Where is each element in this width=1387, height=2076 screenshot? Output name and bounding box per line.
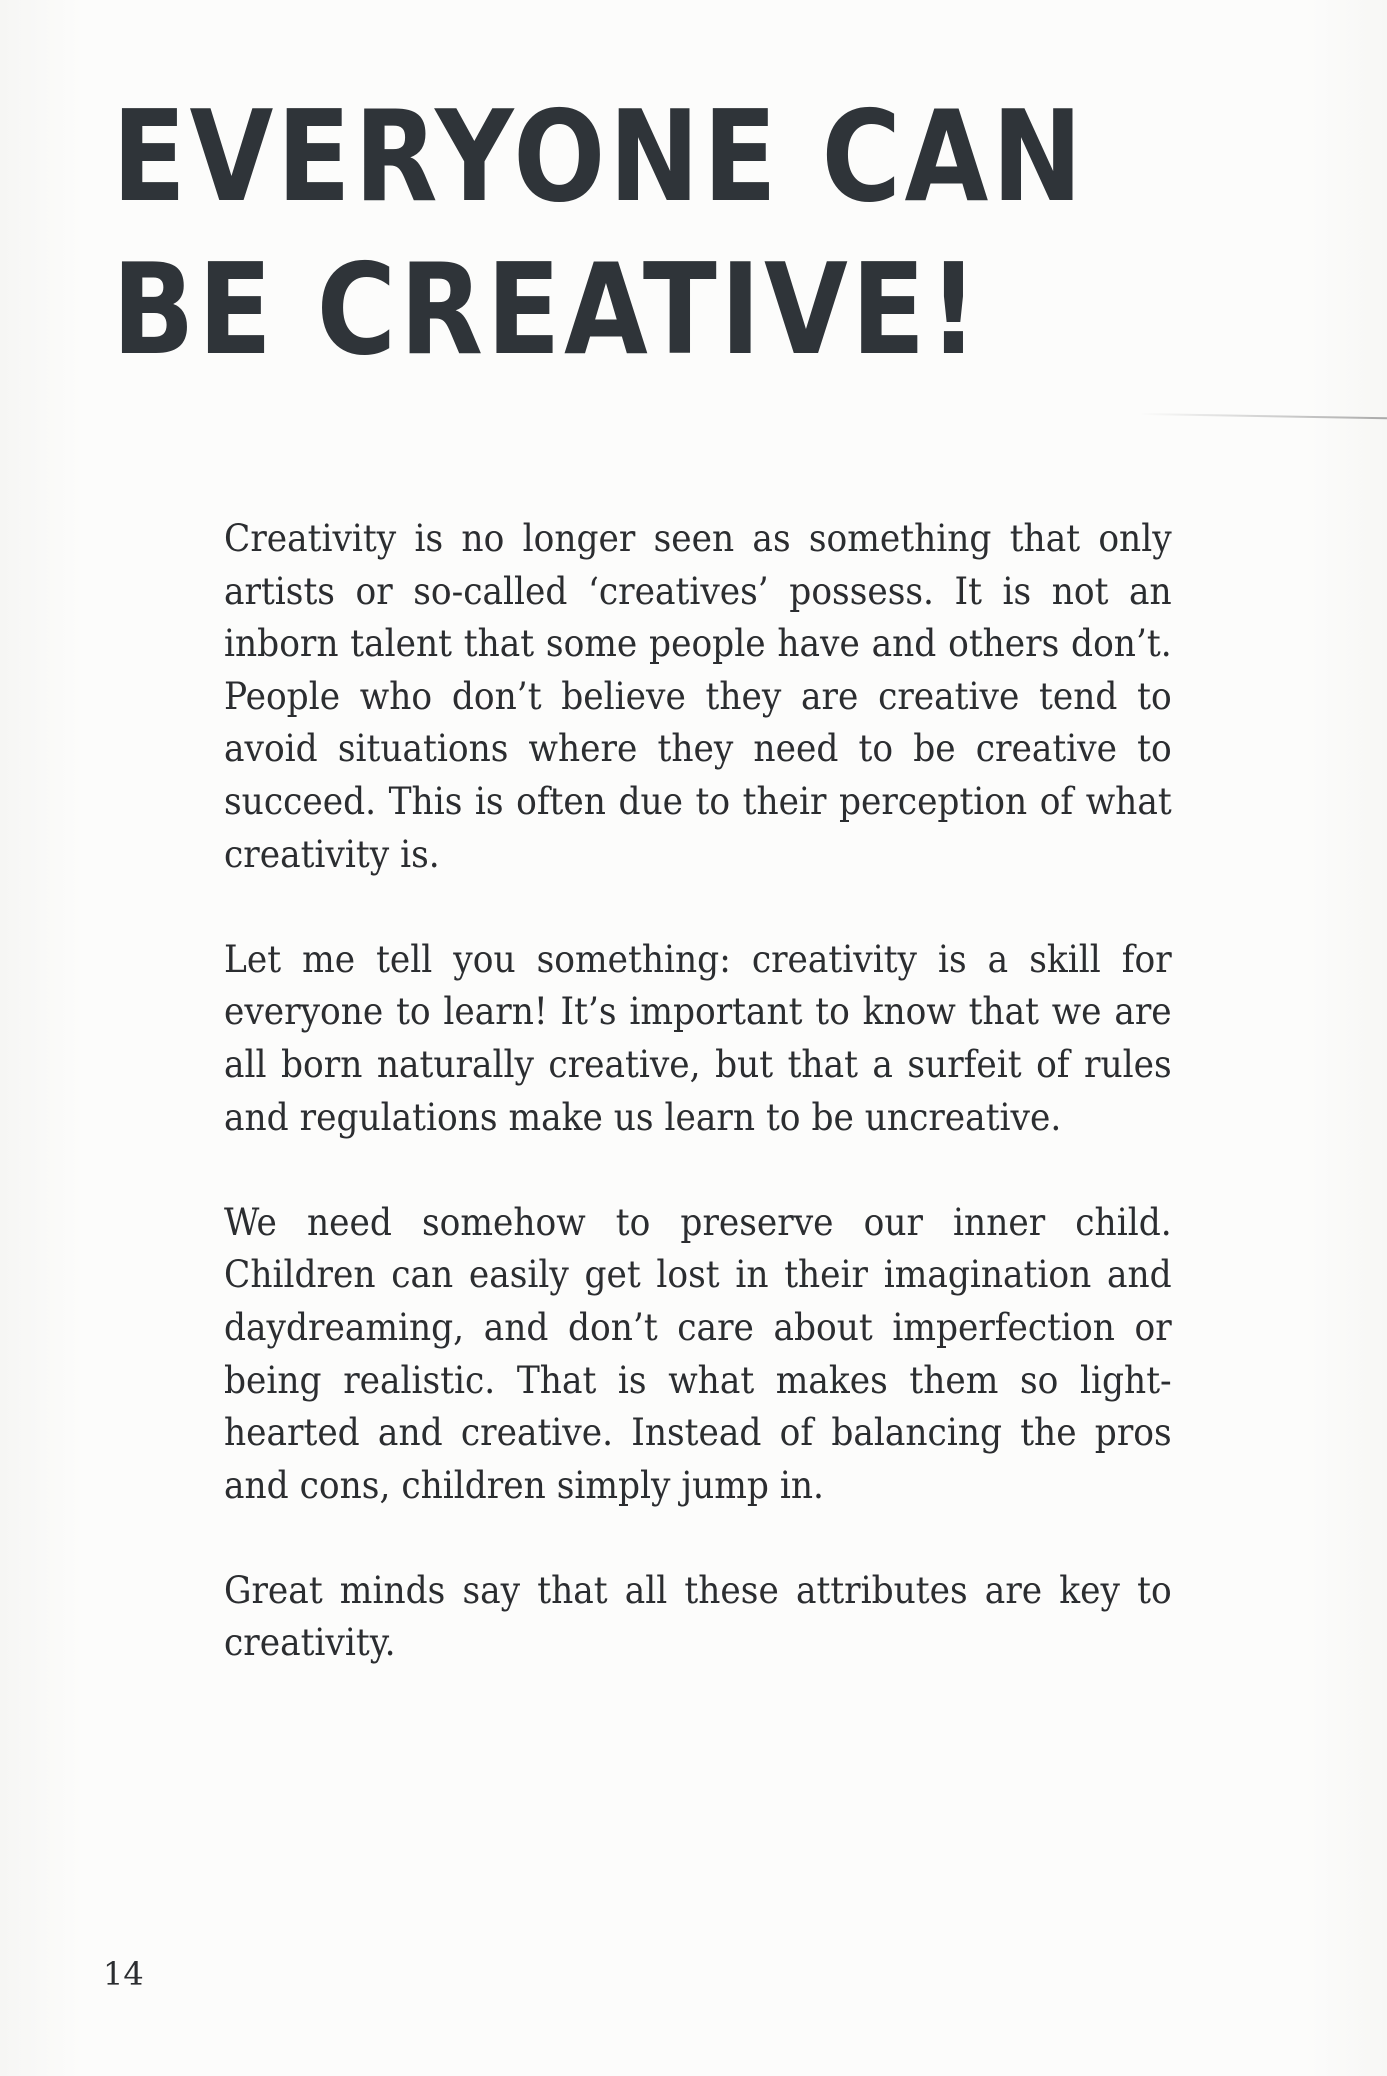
- page-number: 14: [103, 1955, 144, 1993]
- body-text: [224, 513, 1172, 1723]
- paragraph-2: Let me tell you something: creativity is a skill for everyone to learn! It’s important to know that we are all born naturally creative, but that a surfeit of rules and regulations make us learn to be uncreative.: [224, 937, 1172, 1139]
- page-heading: [112, 80, 1086, 386]
- paragraph-3: We need somehow to preserve our inner child. Children can easily get lost in their imagination and daydreaming, and don’t care about imperfection or being realistic. That is what makes them so light-hearted and creative. Instead of balancing the pros and cons, children simply jump in.: [224, 1200, 1172, 1507]
- heading-line-2: BE CREATIVE!: [112, 236, 982, 383]
- heading-line-1: EVERYONE CAN: [112, 83, 1086, 230]
- scan-artifact-line: [1140, 413, 1387, 419]
- paragraph-4: Great minds say that all these attributes are key to creativity.: [224, 1568, 1172, 1665]
- paragraph-1: Creativity is no longer seen as something that only artists or so-called ‘creatives’ possess. It is not an inborn talent that some people have and others don’t. People who don’t believe they are creative tend to avoid situations where they need to be creative to succeed. This is often due to their perception of what creativity is.: [224, 517, 1172, 876]
